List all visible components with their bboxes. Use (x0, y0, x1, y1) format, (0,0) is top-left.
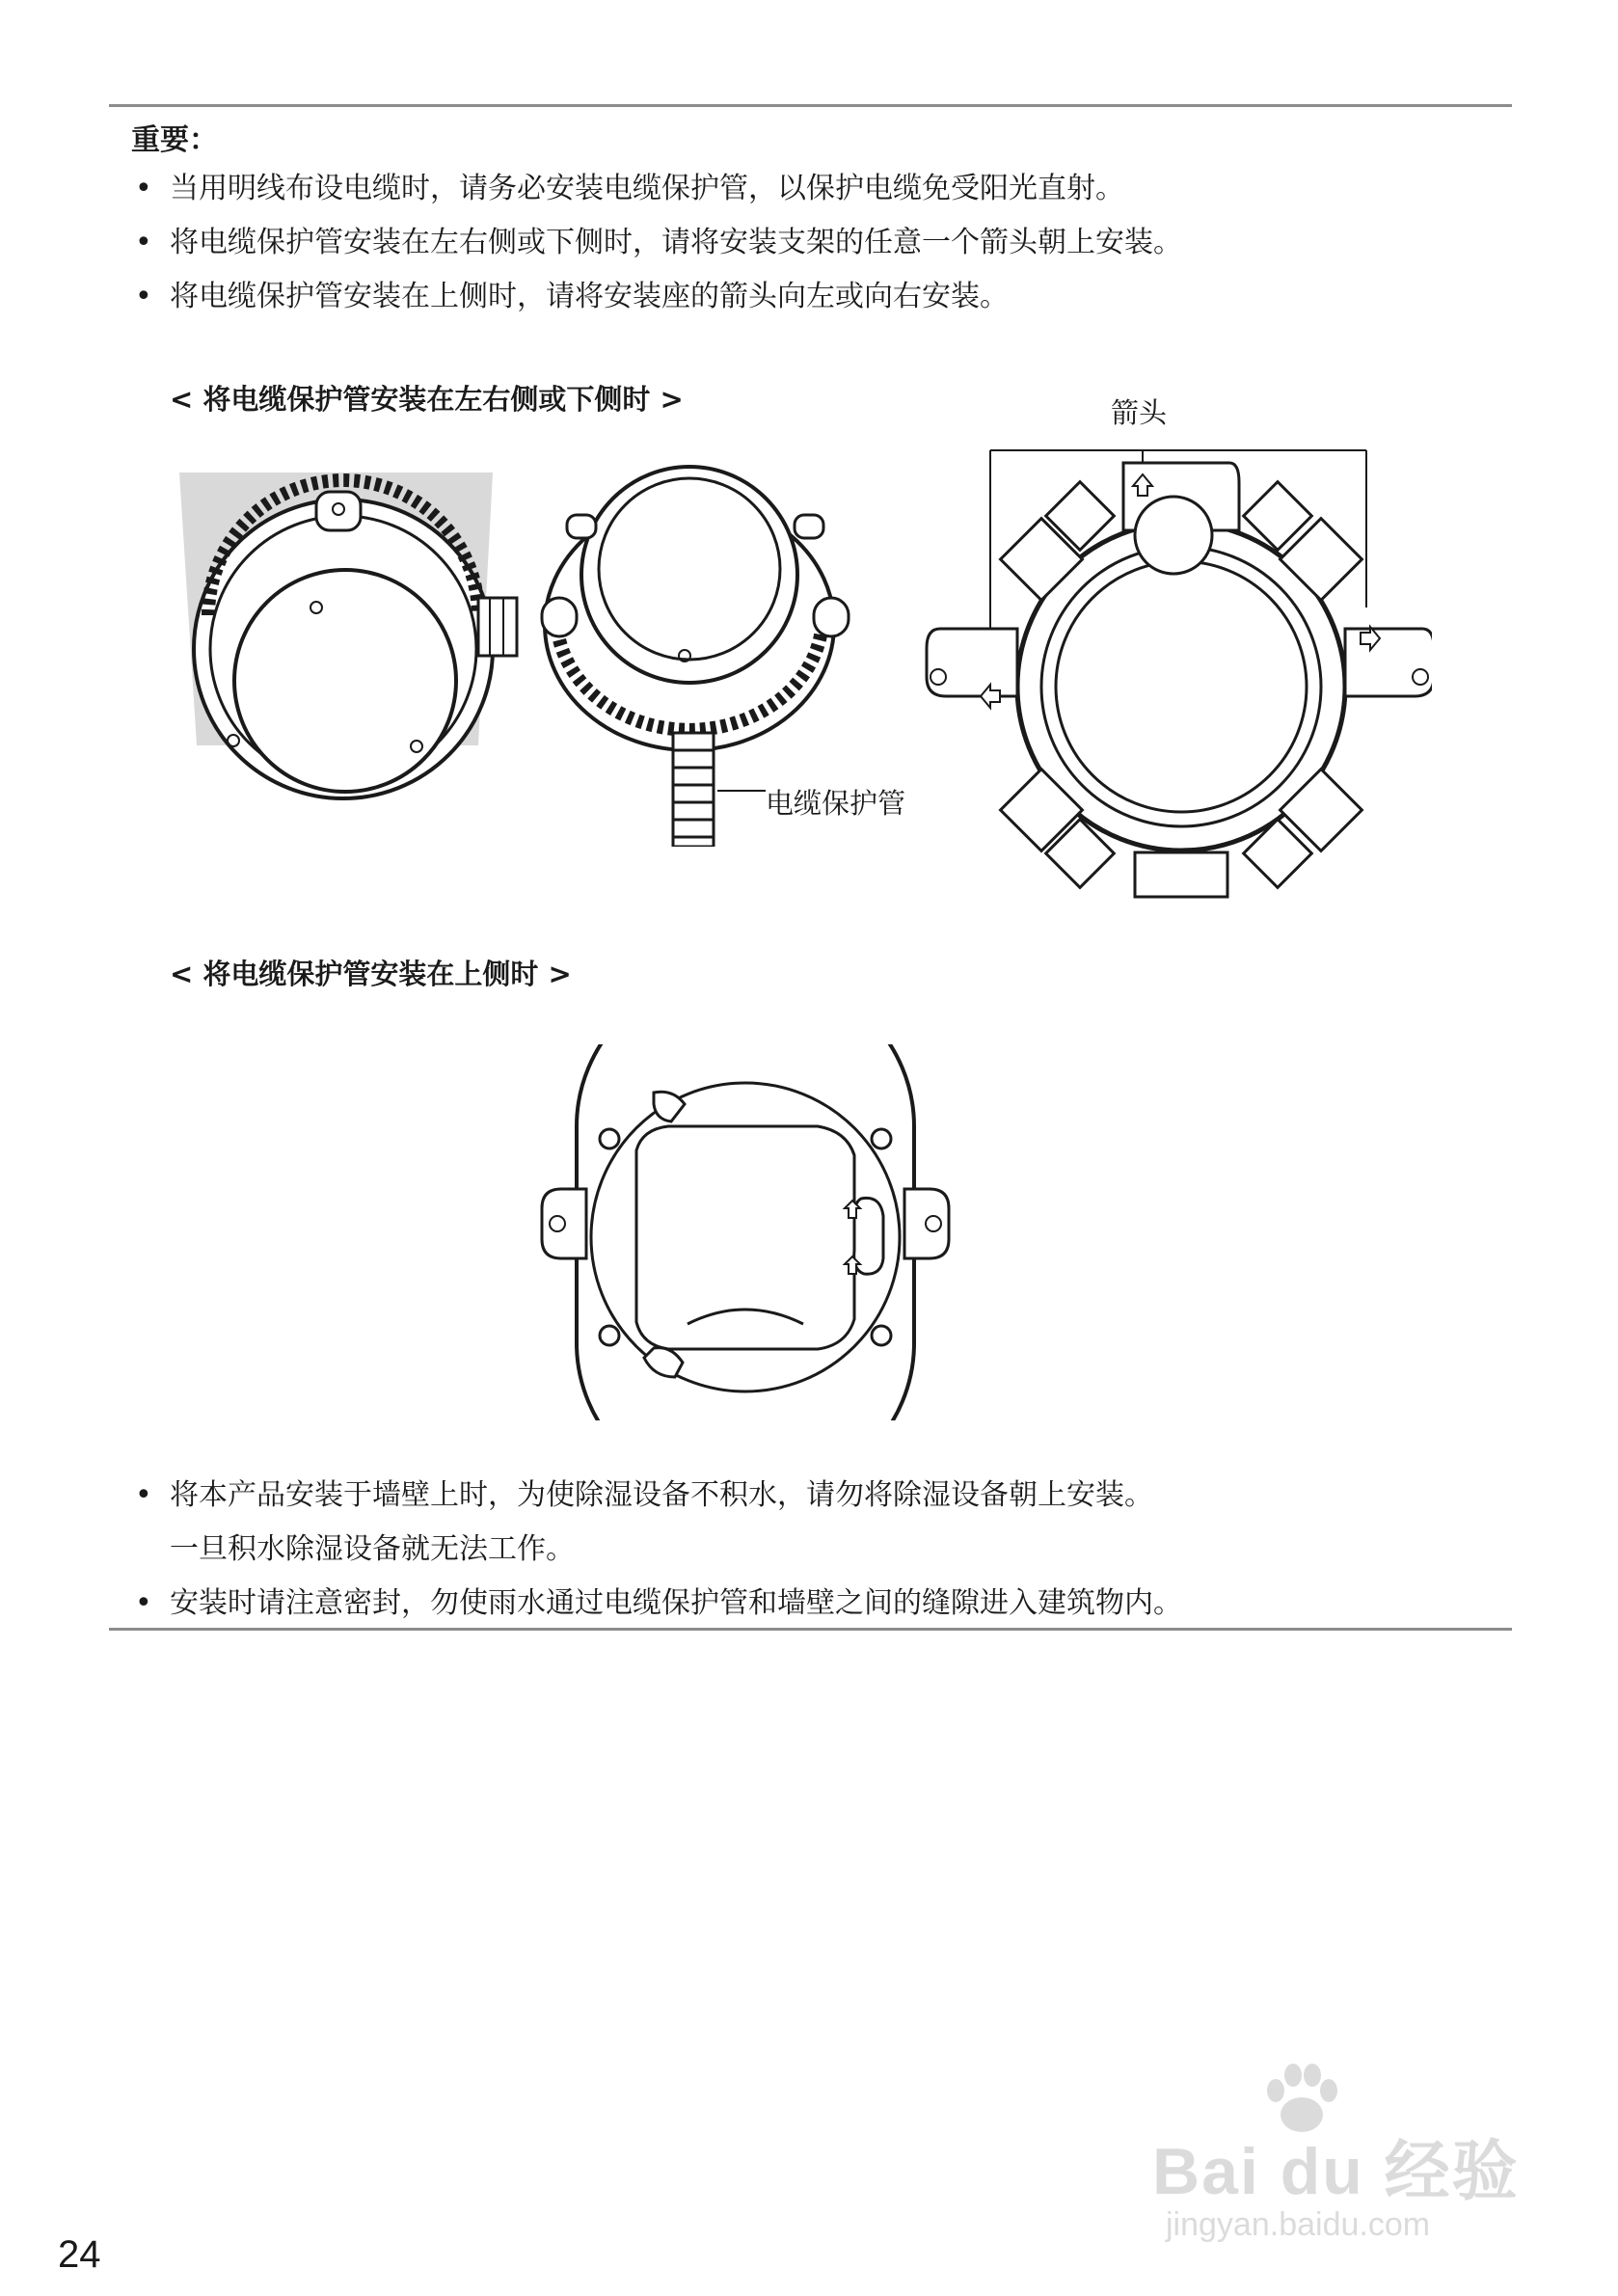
mounting-bracket-figure (921, 424, 1432, 926)
camera-side-conduit-figure (179, 471, 526, 818)
list-item-line: • 安装时请注意密封，勿使雨水通过电缆保护管和墙壁之间的缝隙进入建筑物内。 (170, 1586, 1182, 1620)
list-item (131, 1469, 1500, 1577)
watermark-brand: Bai du 经验 (1152, 2135, 1520, 2208)
list-item (131, 1577, 1500, 1631)
watermark-url: jingyan.baidu.com (1166, 2206, 1431, 2243)
list-item: • 将电缆保护管安装在上侧时，请将安装座的箭头向左或向右安装。 (131, 270, 1500, 324)
important-list (131, 162, 1500, 324)
list-item-line: 一旦积水除湿设备就无法工作。 (170, 1532, 575, 1566)
top-rule (109, 104, 1512, 107)
conduit-label: 电缆保护管 (766, 787, 906, 820)
mounting-base-figure (528, 1044, 962, 1420)
watermark (1152, 2062, 1557, 2255)
list-item: • 将电缆保护管安装在左右侧或下侧时，请将安装支架的任意一个箭头朝上安装。 (131, 216, 1500, 270)
bottom-rule (109, 1628, 1512, 1631)
section-top-title: < 将电缆保护管安装在上侧时 > (170, 958, 572, 990)
page-number: 24 (58, 2233, 101, 2276)
list-item: • 当用明线布设电缆时，请务必安装电缆保护管，以保护电缆免受阳光直射。 (131, 162, 1500, 216)
notes-list (131, 1469, 1500, 1631)
section-side-title: < 将电缆保护管安装在左右侧或下侧时 > (170, 383, 684, 416)
important-heading: 重要： (131, 123, 218, 157)
list-item-line: • 将本产品安装于墙壁上时，为使除湿设备不积水，请勿将除湿设备朝上安装。 (170, 1478, 1153, 1512)
arrow-label: 箭头 (1111, 396, 1168, 429)
